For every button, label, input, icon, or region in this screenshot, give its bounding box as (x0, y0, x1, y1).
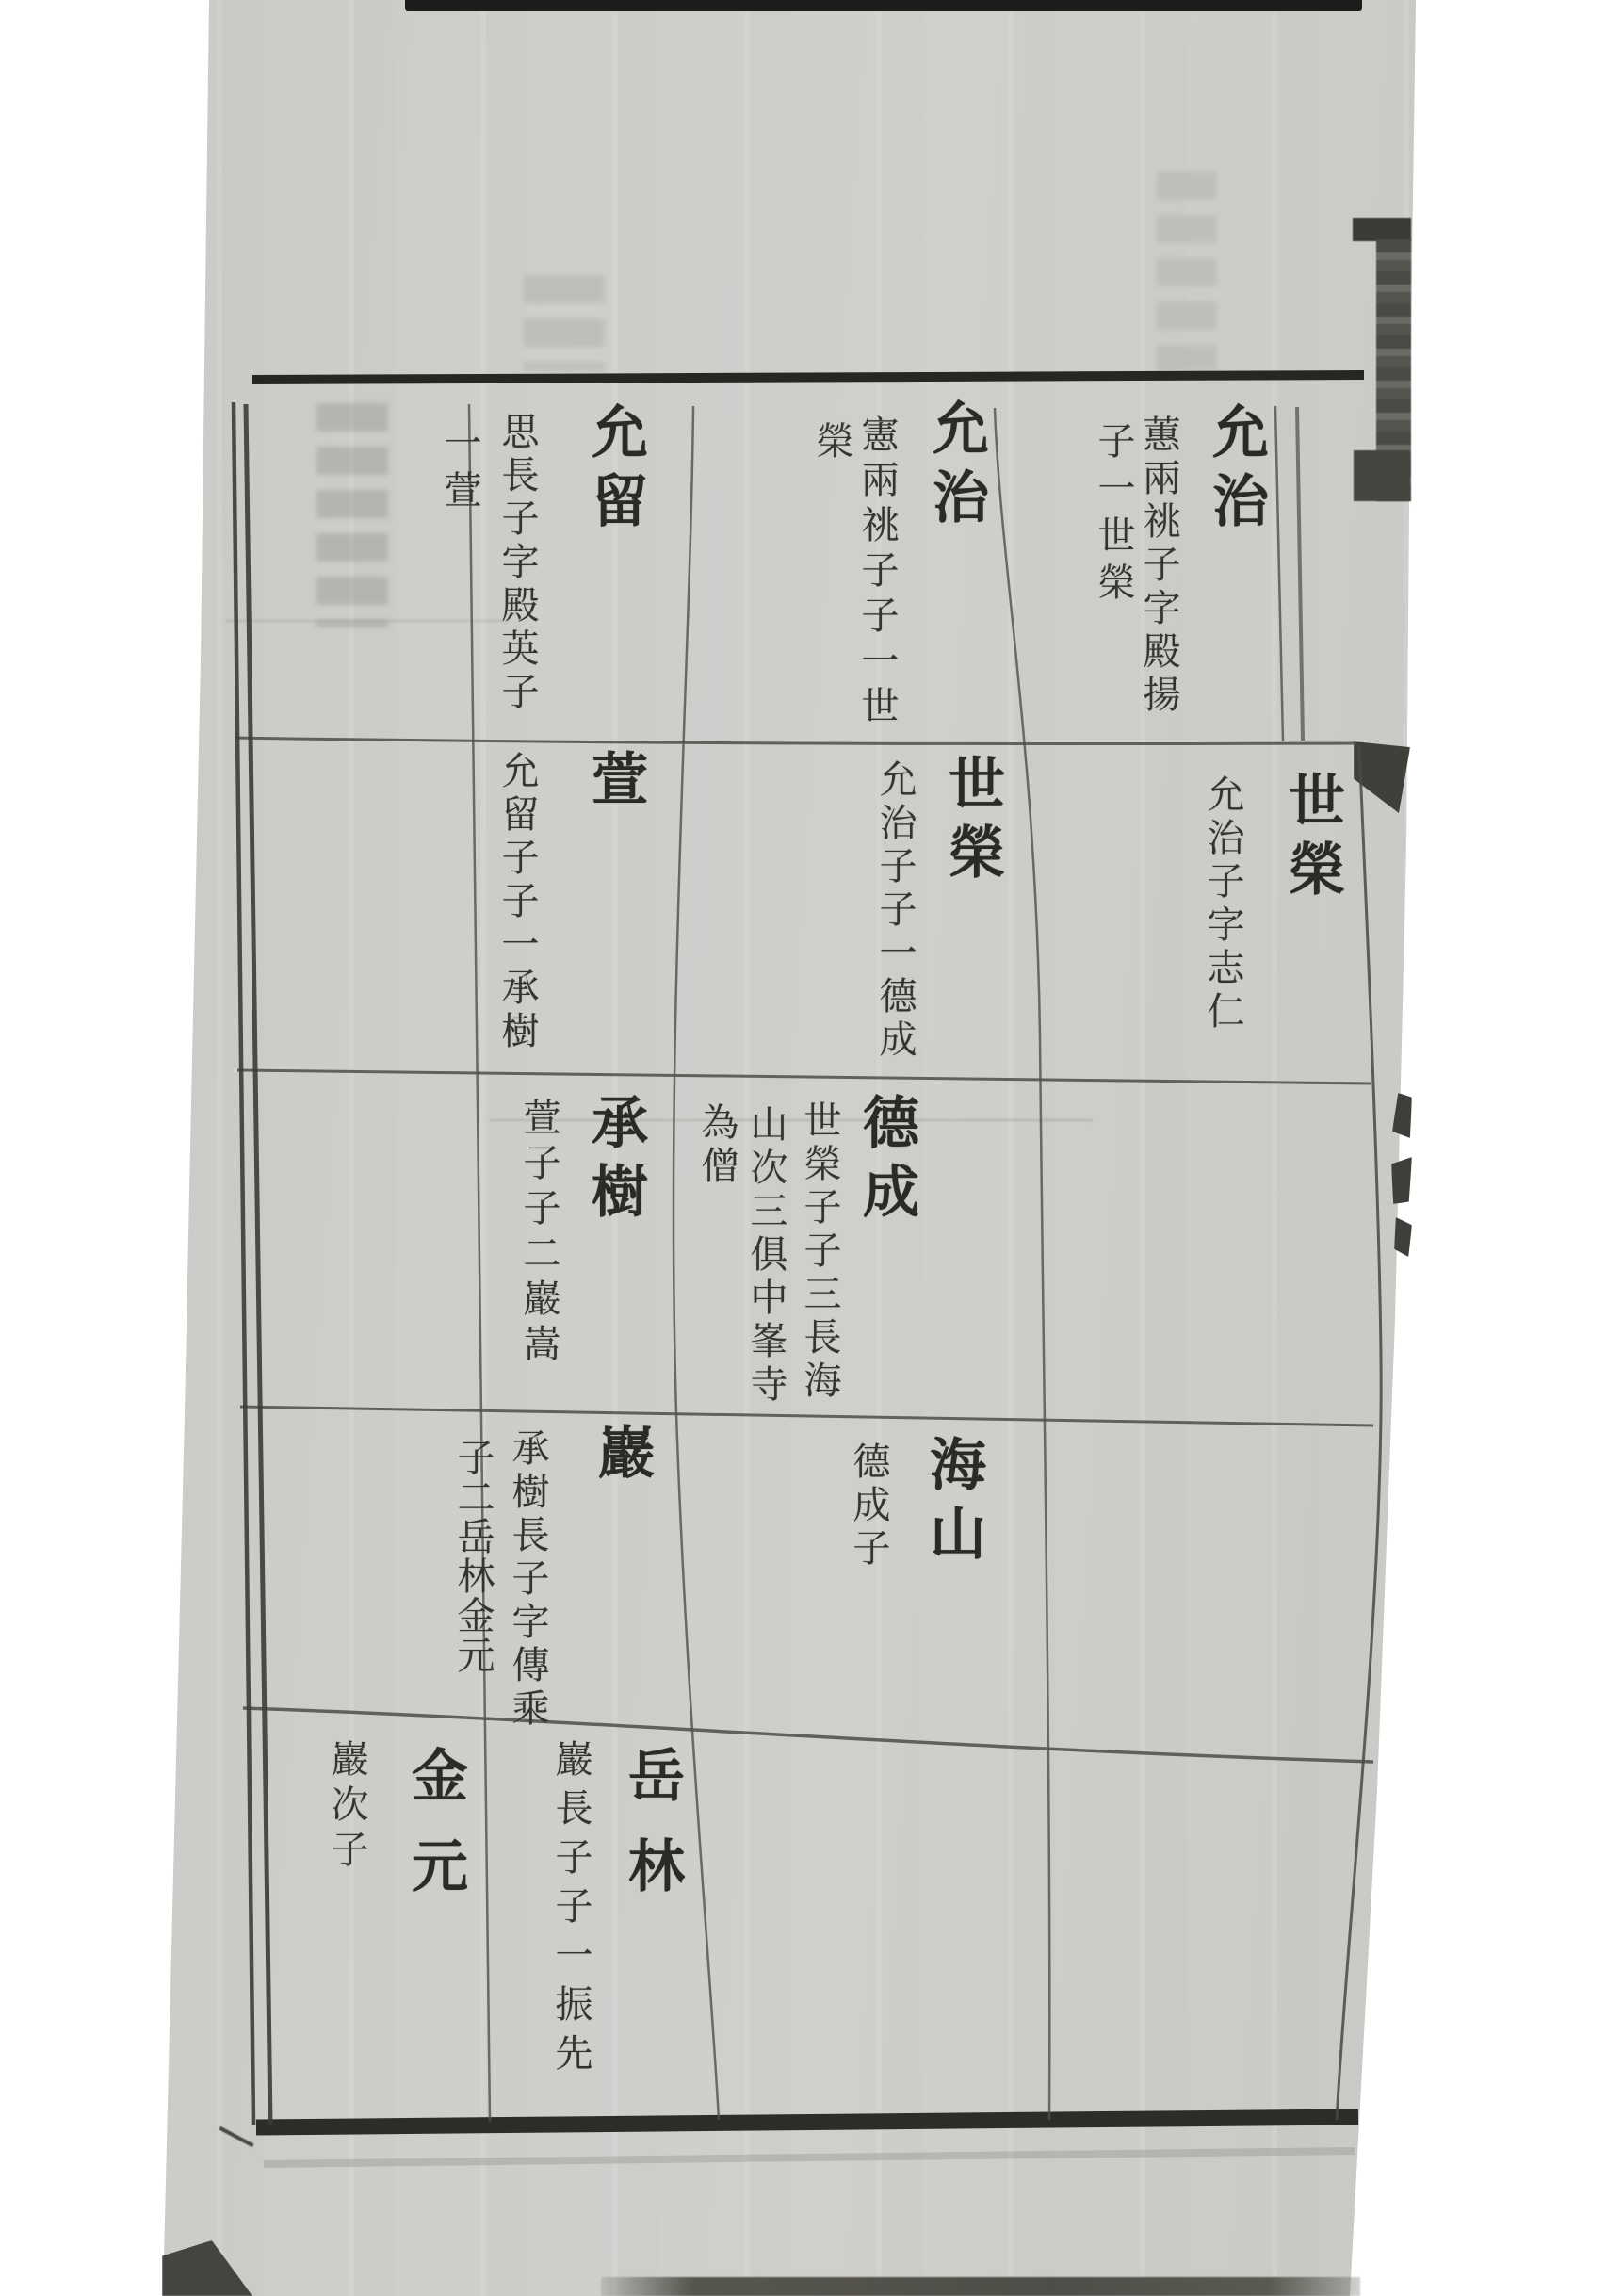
entry-r3b-annotation-col2: 山次三俱中峯寺 (744, 1104, 787, 1408)
entry-r1b-annotation-col2: 榮 (810, 421, 853, 464)
entry-r2a-annotation-col1: 允治子字志仁 (1201, 774, 1244, 1034)
entry-r4b-name: 海山 (920, 1435, 986, 1572)
entry-r3b-name: 德成 (853, 1093, 919, 1230)
entry-r4b-annotation-col1: 德成子 (847, 1441, 890, 1571)
entry-r3c-name: 承樹 (582, 1093, 648, 1230)
entry-r4c-annotation-col2: 子二岳林金元 (451, 1438, 495, 1675)
entry-r1c-annotation-col2: 一萱 (438, 423, 481, 517)
entry-r3c-annotation-col1: 萱子子二巖嵩 (517, 1098, 560, 1369)
entry-r2b-annotation-col1: 允治子子一德成 (873, 759, 917, 1063)
entry-r1c-annotation-col1: 思長子字殿英子 (495, 412, 539, 715)
entry-r2a-name: 世榮 (1279, 771, 1345, 908)
entry-r5d-name: 金元 (402, 1746, 468, 1927)
entry-r3b-annotation-col3: 為僧 (695, 1102, 738, 1189)
entry-r5c-name: 岳林 (619, 1746, 685, 1927)
entry-r3b-annotation-col1: 世榮子子三長海 (798, 1100, 841, 1404)
entry-r2b-name: 世榮 (939, 754, 1005, 891)
entry-r1a-annotation-col1: 蕙兩祧子字殿揚 (1137, 415, 1180, 718)
entry-r1a-annotation-col2: 子一世榮 (1092, 421, 1135, 610)
entry-r2c-annotation-col1: 允留子子一承樹 (495, 751, 539, 1054)
entry-r2c-name: 萱 (582, 749, 648, 818)
entry-r4c-name: 巖 (589, 1423, 655, 1491)
entry-r4c-annotation-col1: 承樹長子字傳乘 (506, 1428, 549, 1732)
entry-r1b-annotation-col1: 憲兩祧子子一世 (855, 415, 899, 731)
entry-r1a-name: 允治 (1203, 402, 1269, 540)
entry-r1c-name: 允留 (582, 402, 648, 540)
entry-r5c-annotation-col1: 巖長子子一振先 (549, 1739, 592, 2082)
entry-r5d-annotation-col1: 巖次子 (325, 1739, 368, 1875)
entry-r1b-name: 允治 (923, 399, 989, 536)
